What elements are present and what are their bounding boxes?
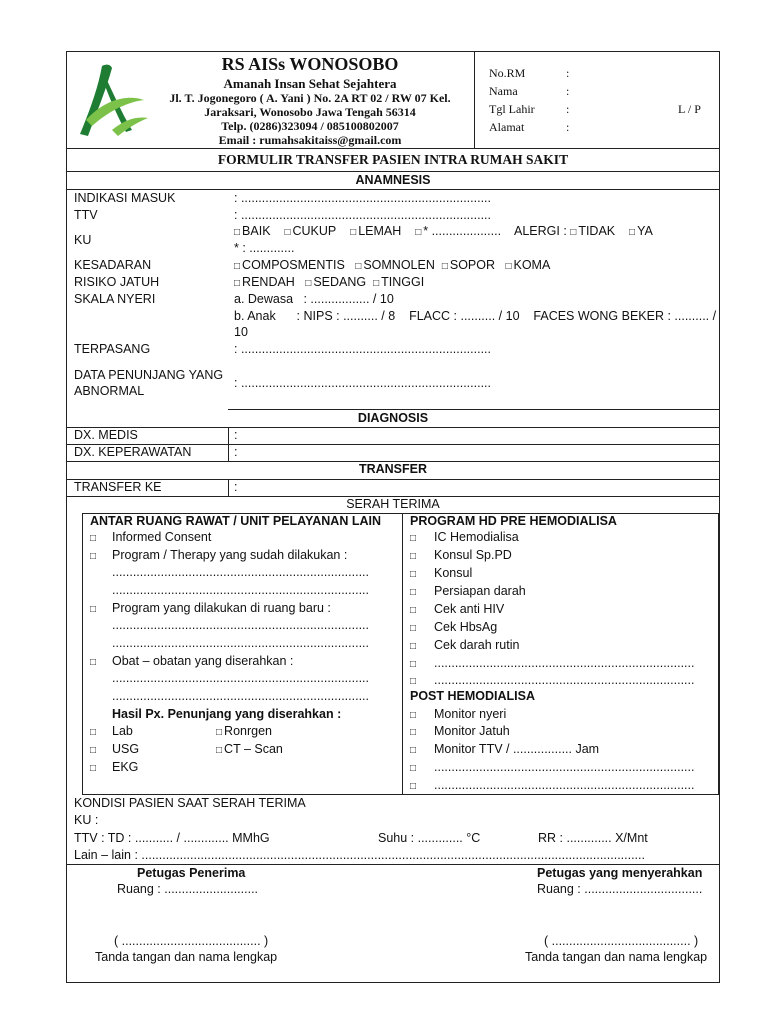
program-baru-dots-1[interactable]: ..........................................................................: [112, 618, 369, 632]
kondisi-ku-field[interactable]: KU :: [74, 813, 99, 827]
kes-koma-checkbox[interactable]: □ KOMA: [505, 258, 551, 272]
therapy-dots-1[interactable]: ..........................................................................: [112, 565, 369, 579]
cek-darah-rutin-label: Cek darah rutin: [434, 638, 520, 652]
menyerahkan-sign-field[interactable]: ( ........................................ ): [544, 934, 699, 948]
dx-keperawatan-label: DX. KEPERAWATAN: [74, 445, 192, 459]
nyeri-anak-field[interactable]: b. Anak : NIPS : .......... / 8 FLACC : .......... / 10 FACES WONG BEKER : .......... /: [234, 309, 717, 323]
ku-lemah-checkbox[interactable]: □ LEMAH: [350, 224, 402, 238]
pre-extra-checkbox-2[interactable]: □: [410, 676, 417, 687]
post-hd-title: POST HEMODIALISA: [410, 689, 536, 703]
usg-label: USG: [112, 742, 140, 756]
indikasi-field[interactable]: : ........................................................................: [234, 191, 491, 205]
risiko-tinggi-checkbox[interactable]: □ TINGGI: [373, 275, 425, 289]
serah-heading: SERAH TERIMA: [346, 497, 440, 511]
address-line-2: Jaraksari, Wonosobo Jawa Tengah 56314: [204, 105, 416, 119]
konsul-checkbox[interactable]: □: [410, 569, 417, 580]
left-column-title: ANTAR RUANG RAWAT / UNIT PELAYANAN LAIN: [90, 514, 381, 528]
right-column-title: PROGRAM HD PRE HEMODIALISA: [410, 514, 617, 528]
penunjang-label-1: DATA PENUNJANG YANG: [74, 368, 224, 382]
kes-sopor-checkbox[interactable]: □ SOPOR: [441, 258, 496, 272]
ronrgen-checkbox[interactable]: □ Ronrgen: [216, 724, 272, 738]
nama-colon: :: [566, 84, 570, 98]
konsul-sppd-checkbox[interactable]: □: [410, 551, 417, 562]
menyerahkan-title: Petugas yang menyerahkan: [537, 866, 703, 880]
diagnosis-heading: DIAGNOSIS: [357, 411, 429, 425]
kondisi-suhu-field[interactable]: Suhu : ............. °C: [378, 831, 481, 845]
konsul-label: Konsul: [434, 566, 473, 580]
hospital-logo-icon: [72, 60, 152, 140]
alergi-ya-checkbox[interactable]: □ YA: [629, 224, 653, 238]
address-line-1: Jl. T. Jogonegoro ( A. Yani ) No. 2A RT 02 / RW 07 Kel.: [169, 91, 451, 105]
menyerahkan-caption: Tanda tangan dan nama lengkap: [525, 950, 708, 964]
transfer-heading: TRANSFER: [358, 462, 428, 476]
lab-checkbox[interactable]: □: [90, 727, 97, 738]
form-title: FORMULIR TRANSFER PASIEN INTRA RUMAH SAKIT: [217, 152, 569, 167]
kes-somnolen-checkbox[interactable]: □ SOMNOLEN: [355, 258, 435, 272]
dx-keperawatan-field[interactable]: :: [234, 445, 238, 459]
obat-checkbox[interactable]: □: [90, 657, 97, 668]
post-extra-dots-1[interactable]: ...........................................................................: [434, 760, 695, 774]
ku-options: [234, 224, 501, 238]
lab-label: Lab: [112, 724, 133, 738]
ku-cukup-checkbox[interactable]: □ CUKUP: [284, 224, 337, 238]
obat-dots-2[interactable]: ..........................................................................: [112, 689, 369, 703]
ku-baik-checkbox[interactable]: □ BAIK: [234, 224, 271, 238]
monitor-ttv-checkbox[interactable]: □: [410, 745, 417, 756]
program-baru-label: Program yang dilakukan di ruang baru :: [112, 601, 331, 615]
hospital-name: RS AISs WONOSOBO: [221, 54, 399, 74]
kesadaran-label: KESADARAN: [74, 258, 152, 272]
hospital-tagline: Amanah Insan Sehat Sejahtera: [223, 76, 397, 91]
ic-hd-checkbox[interactable]: □: [410, 533, 417, 544]
cek-hbsag-checkbox[interactable]: □: [410, 623, 417, 634]
pre-extra-dots-2[interactable]: ...........................................................................: [434, 673, 695, 687]
alergi-options: ALERGI : □ TIDAK □ YA: [514, 224, 653, 238]
menyerahkan-ruang-field[interactable]: Ruang : ..................................: [537, 882, 703, 896]
penerima-title: Petugas Penerima: [137, 866, 246, 880]
dx-medis-label: DX. MEDIS: [74, 428, 138, 442]
email: Email : rumahsakitaiss@gmail.com: [218, 133, 402, 147]
post-extra-checkbox-1[interactable]: □: [410, 763, 417, 774]
monitor-jatuh-label: Monitor Jatuh: [434, 724, 510, 738]
ekg-checkbox[interactable]: □: [90, 763, 97, 774]
nama-label: Nama: [489, 84, 518, 98]
persiapan-darah-label: Persiapan darah: [434, 584, 526, 598]
penunjang-label-2: ABNORMAL: [74, 384, 145, 398]
informed-consent-label: Informed Consent: [112, 530, 212, 544]
transfer-ke-field[interactable]: :: [234, 480, 238, 494]
sex-option: L / P: [678, 102, 701, 116]
cek-hiv-checkbox[interactable]: □: [410, 605, 417, 616]
alamat-colon: :: [566, 120, 570, 134]
therapy-label: Program / Therapy yang sudah dilakukan :: [112, 548, 348, 562]
obat-dots-1[interactable]: ..........................................................................: [112, 671, 369, 685]
post-extra-dots-2[interactable]: ...........................................................................: [434, 778, 695, 792]
nyeri-anak-cont: 10: [234, 325, 248, 339]
ttv-field[interactable]: : ........................................................................: [234, 208, 491, 222]
ekg-label: EKG: [112, 760, 139, 774]
kes-composmentis-checkbox[interactable]: □ COMPOSMENTIS: [234, 258, 345, 272]
anamnesis-heading: ANAMNESIS: [355, 173, 431, 187]
penerima-ruang-field[interactable]: Ruang : ...........................: [117, 882, 259, 896]
post-extra-checkbox-2[interactable]: □: [410, 781, 417, 792]
ic-hd-label: IC Hemodialisa: [434, 530, 519, 544]
persiapan-darah-checkbox[interactable]: □: [410, 587, 417, 598]
risiko-options: [234, 275, 424, 289]
pre-extra-dots-1[interactable]: ...........................................................................: [434, 656, 695, 670]
obat-label: Obat – obatan yang diserahkan :: [112, 654, 294, 668]
therapy-checkbox[interactable]: □: [90, 551, 97, 562]
penerima-sign-field[interactable]: ( ........................................ ): [114, 934, 269, 948]
program-baru-checkbox[interactable]: □: [90, 604, 97, 615]
phone: Telp. (0286)323094 / 085100802007: [221, 119, 399, 133]
program-baru-dots-2[interactable]: ..........................................................................: [112, 636, 369, 650]
risiko-label: RISIKO JATUH: [74, 275, 160, 289]
norm-label: No.RM: [489, 66, 526, 80]
terpasang-field[interactable]: : ........................................................................: [234, 342, 491, 356]
informed-consent-checkbox[interactable]: □: [90, 533, 97, 544]
ku-label: KU: [74, 233, 92, 247]
kesadaran-options: [234, 258, 550, 272]
ttv-label: TTV: [74, 208, 98, 222]
terpasang-label: TERPASANG: [74, 342, 151, 356]
dx-medis-field[interactable]: :: [234, 428, 238, 442]
therapy-dots-2[interactable]: ..........................................................................: [112, 583, 369, 597]
transfer-ke-label: TRANSFER KE: [74, 480, 162, 494]
nyeri-label: SKALA NYERI: [74, 292, 156, 306]
ct-scan-checkbox[interactable]: □ CT – Scan: [216, 742, 283, 756]
kondisi-rr-field[interactable]: RR : ............. X/Mnt: [538, 831, 648, 845]
pre-extra-checkbox-1[interactable]: □: [410, 659, 417, 670]
kondisi-ttv-field[interactable]: TTV : TD : ........... / ............. MMhG: [74, 831, 270, 845]
risiko-sedang-checkbox[interactable]: □ SEDANG: [305, 275, 367, 289]
penerima-caption: Tanda tangan dan nama lengkap: [95, 950, 278, 964]
kondisi-lain-field[interactable]: Lain – lain : .................................................................................................................................................: [74, 848, 645, 862]
monitor-nyeri-checkbox[interactable]: □: [410, 710, 417, 721]
alamat-label: Alamat: [489, 120, 525, 134]
norm-colon: :: [566, 66, 570, 80]
cek-darah-rutin-checkbox[interactable]: □: [410, 641, 417, 652]
risiko-rendah-checkbox[interactable]: □ RENDAH: [234, 275, 295, 289]
ku-other-field[interactable]: * : .............: [234, 241, 295, 255]
tgl-colon: :: [566, 102, 570, 116]
ku-other-checkbox[interactable]: □ * ....................: [415, 224, 502, 238]
hasil-title: Hasil Px. Penunjang yang diserahkan :: [112, 707, 342, 721]
cek-hiv-label: Cek anti HIV: [434, 602, 505, 616]
usg-checkbox[interactable]: □: [90, 745, 97, 756]
monitor-ttv-label: Monitor TTV / ................. Jam: [434, 742, 600, 756]
alergi-tidak-checkbox[interactable]: □ TIDAK: [570, 224, 616, 238]
cek-hbsag-label: Cek HbsAg: [434, 620, 498, 634]
nyeri-dewasa-field[interactable]: a. Dewasa : ................. / 10: [234, 292, 394, 306]
monitor-nyeri-label: Monitor nyeri: [434, 707, 507, 721]
konsul-sppd-label: Konsul Sp.PD: [434, 548, 512, 562]
tgl-lahir-label: Tgl Lahir: [489, 102, 535, 116]
indikasi-label: INDIKASI MASUK: [74, 191, 176, 205]
monitor-jatuh-checkbox[interactable]: □: [410, 727, 417, 738]
penunjang-field[interactable]: : ........................................................................: [234, 376, 491, 390]
kondisi-title: KONDISI PASIEN SAAT SERAH TERIMA: [74, 796, 306, 810]
